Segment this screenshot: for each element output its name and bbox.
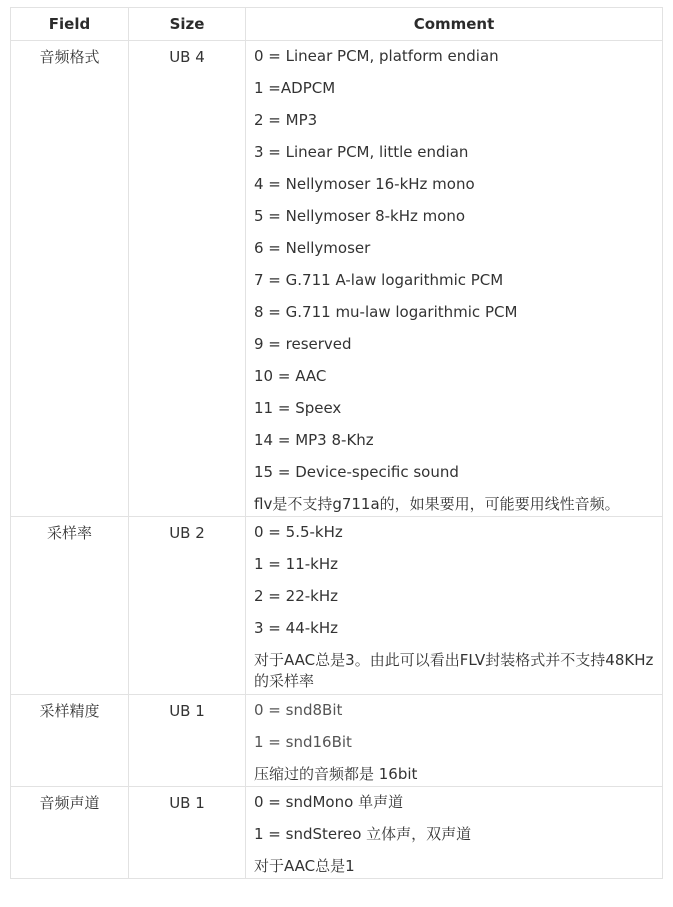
table-row <box>11 787 663 879</box>
comment-line: 2 = 22-kHz <box>254 587 338 605</box>
table-row <box>11 517 663 695</box>
table-row <box>11 695 663 787</box>
header-size: Size <box>129 8 246 41</box>
table-body <box>11 41 663 879</box>
table-header <box>11 8 663 41</box>
table-row <box>11 41 663 517</box>
comment-line: 0 = snd8Bit <box>254 701 343 719</box>
comment-line: 0 = Linear PCM, platform endian <box>254 47 499 65</box>
comment-line: 15 = Device-specific sound <box>254 463 459 481</box>
header-comment: Comment <box>246 8 663 41</box>
size-cell: UB 4 <box>129 41 246 517</box>
field-cell: 采样精度 <box>11 695 129 787</box>
comment-line: 3 = 44-kHz <box>254 619 338 637</box>
size-cell: UB 1 <box>129 695 246 787</box>
comment-line: 1 = snd16Bit <box>254 733 352 751</box>
size-cell: UB 2 <box>129 517 246 695</box>
field-cell: 采样率 <box>11 517 129 695</box>
field-cell: 音频声道 <box>11 787 129 879</box>
comment-line: 1 = 11-kHz <box>254 555 338 573</box>
comment-note: 对于AAC总是1 <box>254 857 355 875</box>
comment-line: 4 = Nellymoser 16-kHz mono <box>254 175 475 193</box>
comment-line: 8 = G.711 mu-law logarithmic PCM <box>254 303 518 321</box>
comment-cell <box>246 517 663 695</box>
comment-cell <box>246 41 663 517</box>
comment-line: 9 = reserved <box>254 335 352 353</box>
comment-line: 7 = G.711 A-law logarithmic PCM <box>254 271 504 289</box>
size-cell: UB 1 <box>129 787 246 879</box>
comment-note: 压缩过的音频都是 16bit <box>254 765 418 783</box>
audio-tag-spec-table <box>10 7 663 879</box>
comment-line: 1 =ADPCM <box>254 79 336 97</box>
comment-line: 6 = Nellymoser <box>254 239 371 257</box>
comment-line: 10 = AAC <box>254 367 327 385</box>
header-field: Field <box>11 8 129 41</box>
comment-line: 0 = sndMono 单声道 <box>254 793 404 811</box>
comment-cell <box>246 787 663 879</box>
comment-line: 11 = Speex <box>254 399 342 417</box>
comment-line: 1 = sndStereo 立体声，双声道 <box>254 825 472 843</box>
comment-note: 对于AAC总是3。由此可以看出FLV封装格式并不支持48KHz的采样率 <box>254 651 654 690</box>
comment-line: 0 = 5.5-kHz <box>254 523 343 541</box>
comment-line: 5 = Nellymoser 8-kHz mono <box>254 207 466 225</box>
comment-line: 3 = Linear PCM, little endian <box>254 143 469 161</box>
comment-line: 2 = MP3 <box>254 111 318 129</box>
field-cell: 音频格式 <box>11 41 129 517</box>
comment-note: flv是不支持g711a的，如果要用，可能要用线性音频。 <box>254 495 620 513</box>
comment-cell <box>246 695 663 787</box>
header-row <box>11 8 663 41</box>
comment-line: 14 = MP3 8-Khz <box>254 431 374 449</box>
